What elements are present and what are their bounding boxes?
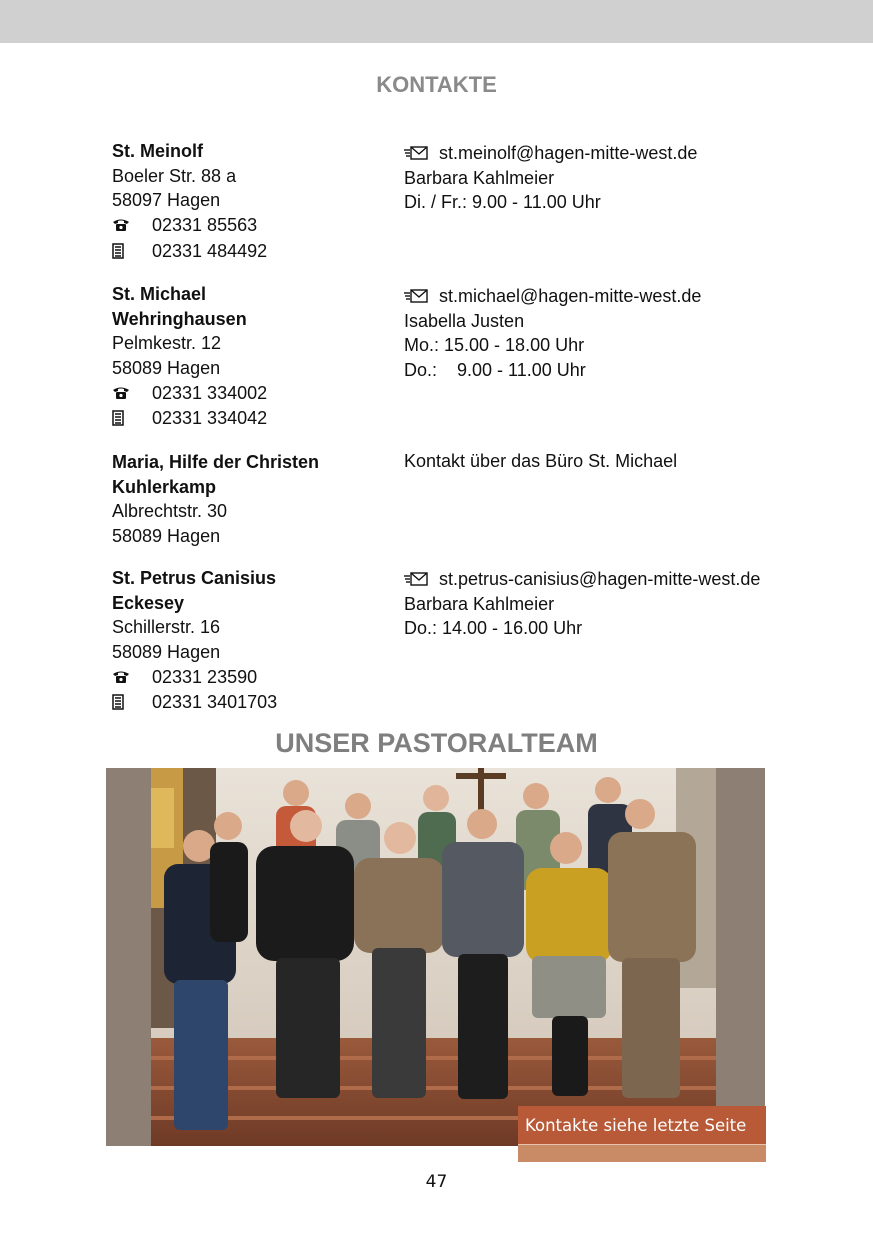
parish-name: St. Michael [112,284,207,304]
parish-district: Eckesey [112,592,185,613]
telephone-icon [112,386,152,400]
contact-st-petrus-canisius-office [404,567,824,641]
telephone-icon [112,218,152,232]
parish-name: Maria, Hilfe der Christen [112,452,320,472]
office-hours: Di. / Fr.: 9.00 - 11.00 Uhr [404,192,601,213]
contact-maria-hilfe-address [112,450,392,548]
envelope-icon [404,146,439,160]
fax-icon [112,243,152,259]
fax-icon [112,694,152,710]
contact-st-meinolf-office [404,141,824,215]
city: 58089 Hagen [112,641,221,662]
contact-note: Kontakt über das Büro St. Michael [404,451,678,471]
email-address[interactable]: st.meinolf@hagen-mitte-west.de [439,143,698,163]
caption-box [518,1106,766,1162]
office-hours: Do.: 9.00 - 11.00 Uhr [404,359,586,380]
parish-name: St. Meinolf [112,141,203,161]
office-hours: Mo.: 15.00 - 18.00 Uhr [404,335,585,356]
fax-number: 02331 3401703 [152,692,278,713]
street: Boeler Str. 88 a [112,165,237,186]
section-heading-pastoralteam: UNSER PASTORALTEAM [275,728,598,758]
phone-number[interactable]: 02331 23590 [152,666,258,687]
fax-row [112,406,392,431]
parish-district: Kuhlerkamp [112,476,217,497]
fax-number: 02331 484492 [152,240,268,261]
phone-row [112,664,392,689]
fax-row [112,690,392,715]
email-address[interactable]: st.michael@hagen-mitte-west.de [439,286,702,306]
envelope-icon [404,289,439,303]
city: 58089 Hagen [112,357,221,378]
city: 58097 Hagen [112,190,221,211]
email-row [404,284,824,309]
parish-name: St. Petrus Canisius [112,568,277,588]
city: 58089 Hagen [112,525,221,546]
telephone-icon [112,670,152,684]
caption-text: Kontakte siehe letzte Seite [518,1106,766,1145]
phone-row [112,213,392,238]
fax-row [112,238,392,263]
fax-number: 02331 334042 [152,408,268,429]
street: Albrechtstr. 30 [112,501,228,522]
office-person: Barbara Kahlmeier [404,167,555,188]
section-heading-kontakte: KONTAKTE [376,72,497,97]
contact-maria-hilfe-note [404,449,824,474]
contact-st-meinolf-address [112,139,392,264]
page-number: 47 [425,1172,448,1192]
fax-icon [112,410,152,426]
parish-district: Wehringhausen [112,308,247,329]
street: Pelmkestr. 12 [112,333,222,354]
contact-st-michael-address [112,282,392,431]
contact-st-michael-office [404,284,824,382]
phone-number[interactable]: 02331 334002 [152,382,268,403]
envelope-icon [404,572,439,586]
email-row [404,141,824,166]
email-row [404,567,824,592]
phone-row [112,380,392,405]
office-hours: Do.: 14.00 - 16.00 Uhr [404,618,583,639]
team-group-photo [106,768,765,1146]
contact-st-petrus-canisius-address [112,566,392,715]
office-person: Isabella Justen [404,310,525,331]
office-person: Barbara Kahlmeier [404,593,555,614]
street: Schillerstr. 16 [112,617,221,638]
phone-number[interactable]: 02331 85563 [152,215,258,236]
top-bar [0,0,873,43]
email-address[interactable]: st.petrus-canisius@hagen-mitte-west.de [439,569,761,589]
